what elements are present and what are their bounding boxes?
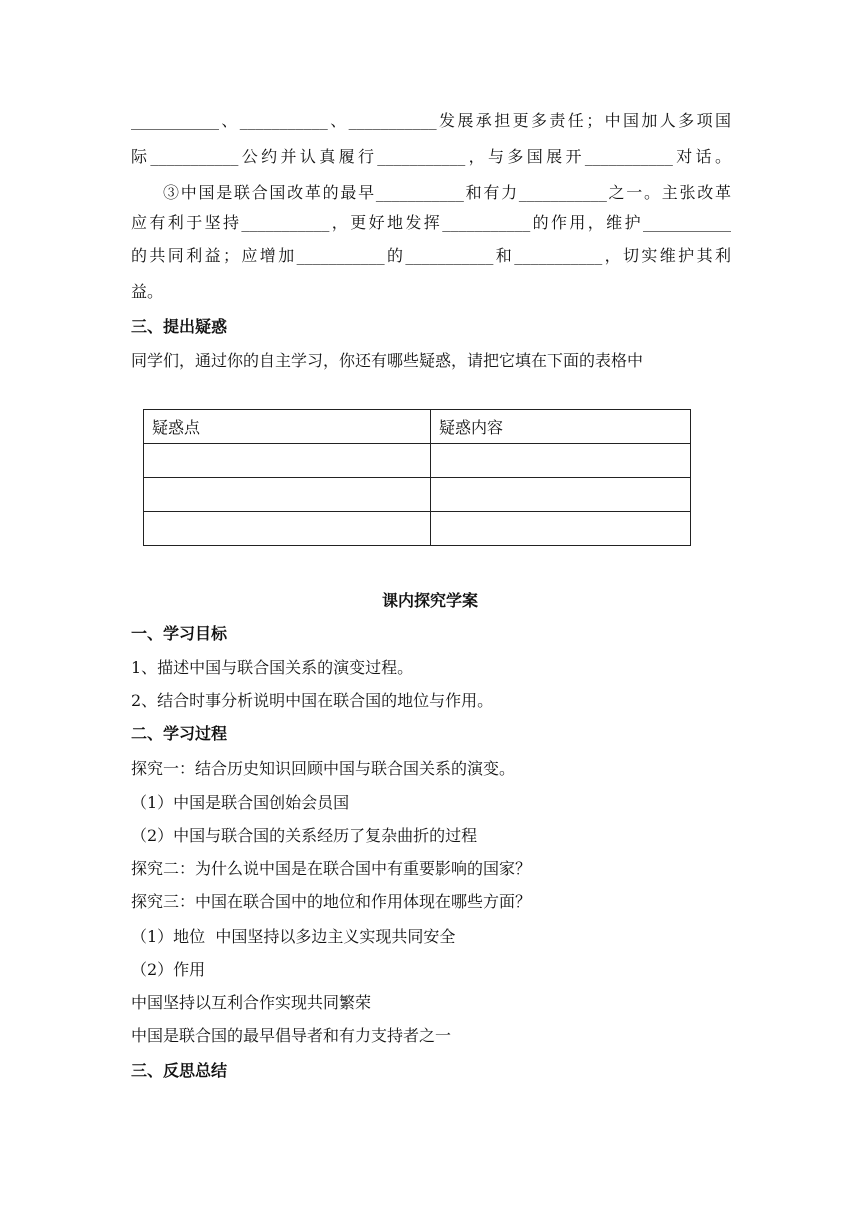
process-line: 中国坚持以互利合作实现共同繁荣 — [131, 993, 372, 1012]
process-line: 探究一：结合历史知识回顾中国与联合国关系的演变。 — [131, 759, 516, 778]
process-line: 探究二：为什么说中国是在联合国中有重要影响的国家？ — [131, 859, 532, 878]
table-header-cell: 疑惑点 — [144, 410, 431, 444]
fill-line-2: 际___________公约并认真履行___________，与多国展开___________对话。 — [131, 147, 731, 166]
table-header-cell: 疑惑内容 — [431, 410, 691, 444]
process-line: （2）作用 — [131, 960, 206, 979]
fill-line-4: 应有利于坚持___________，更好地发挥___________的作用，维护___________ — [131, 213, 731, 232]
fill-line-6: 益。 — [131, 282, 164, 301]
doubts-intro: 同学们，通过你的自主学习，你还有哪些疑惑，请把它填在下面的表格中 — [131, 351, 644, 370]
process-line: （2）中国与联合国的关系经历了复杂曲折的过程 — [131, 826, 478, 845]
section-heading-doubts: 三、提出疑惑 — [131, 317, 228, 336]
goal-item: 2、结合时事分析说明中国在联合国的地位与作用。 — [131, 691, 494, 710]
table-cell[interactable] — [144, 512, 431, 546]
table-cell[interactable] — [431, 478, 691, 512]
table-row — [144, 444, 691, 478]
process-line: 中国是联合国的最早倡导者和有力支持者之一 — [131, 1026, 452, 1045]
goal-item: 1、描述中国与联合国关系的演变过程。 — [131, 658, 414, 677]
process-line: （1）地位 中国坚持以多边主义实现共同安全 — [131, 927, 456, 946]
section-heading-process: 二、学习过程 — [131, 724, 228, 743]
table-cell[interactable] — [431, 444, 691, 478]
fill-line-3: ③中国是联合国改革的最早___________和有力___________之一。主张改革 — [163, 183, 731, 202]
process-line: 探究三：中国在联合国中的地位和作用体现在哪些方面？ — [131, 892, 532, 911]
table-cell[interactable] — [144, 444, 431, 478]
table-cell[interactable] — [144, 478, 431, 512]
section-title-inclass: 课内探究学案 — [381, 591, 478, 610]
section-heading-goals: 一、学习目标 — [131, 624, 228, 643]
table-cell[interactable] — [431, 512, 691, 546]
doubts-table — [143, 409, 691, 546]
table-row — [144, 478, 691, 512]
process-line: （1）中国是联合国创始会员国 — [131, 793, 350, 812]
table-row — [144, 512, 691, 546]
section-heading-reflect: 三、反思总结 — [131, 1061, 228, 1080]
fill-line-1: ___________、___________、___________发展承担更多责任；中国加人多项国 — [131, 111, 731, 130]
table-header-row — [144, 410, 691, 444]
fill-line-5: 的共同利益；应增加___________的___________和___________，切实维护其利 — [131, 246, 731, 265]
